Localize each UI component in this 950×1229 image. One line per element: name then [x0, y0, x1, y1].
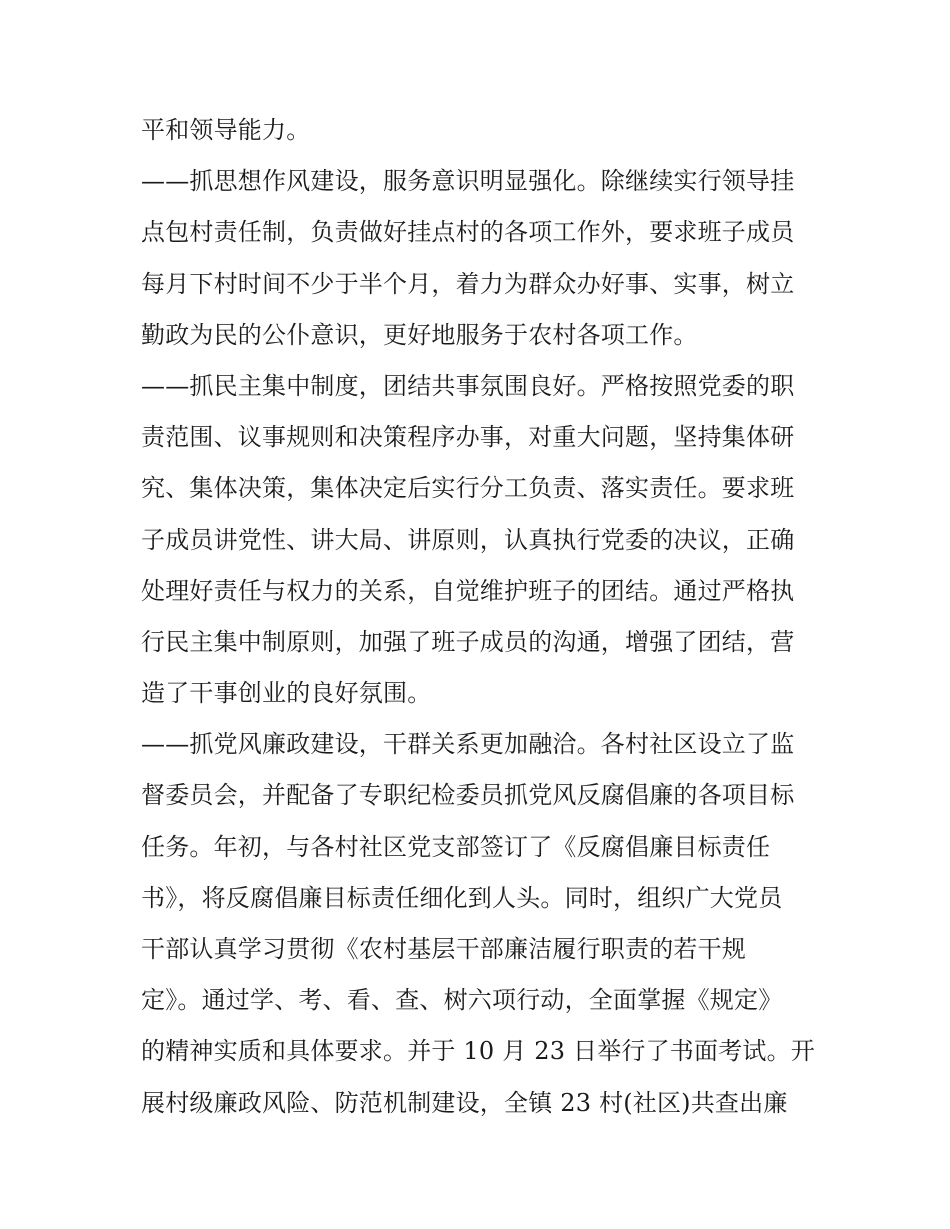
text-line: 任务。年初，与各村社区党支部签订了《反腐倡廉目标责任	[141, 832, 771, 861]
text-line: ——抓民主集中制度，团结共事氛围良好。严格按照党委的职	[141, 371, 795, 400]
text-line: 造了干事创业的良好氛围。	[141, 679, 432, 708]
text-line: ——抓思想作风建设，服务意识明显强化。除继续实行领导挂	[141, 167, 795, 196]
text-line: 干部认真学习贯彻《农村基层干部廉洁履行职责的若干规	[141, 935, 746, 963]
text-line: 书》，将反腐倡廉目标责任细化到人头。同时，组织广大党员	[141, 883, 783, 912]
text-line: 平和领导能力。	[141, 116, 311, 144]
text-line: 督委员会，并配备了专职纪检委员抓党风反腐倡廉的各项目标	[141, 781, 795, 810]
text-line: 勤政为民的公仆意识，更好地服务于农村各项工作。	[141, 320, 698, 349]
text-line: 每月下村时间不少于半个月，着力为群众办好事、实事，树立	[141, 269, 795, 298]
text-line: ——抓党风廉政建设，干群关系更加融洽。各村社区设立了监	[141, 730, 795, 759]
text-line: 责范围、议事规则和决策程序办事，对重大问题，坚持集体研	[141, 423, 795, 452]
text-line: 子成员讲党性、讲大局、讲原则，认真执行党委的决议，正确	[141, 525, 795, 554]
text-line: 究、集体决策，集体决定后实行分工负责、落实责任。要求班	[141, 474, 795, 503]
text-line: 点包村责任制，负责做好挂点村的各项工作外，要求班子成员	[141, 218, 795, 247]
text-line: 处理好责任与权力的关系，自觉维护班子的团结。通过严格执	[141, 576, 795, 605]
text-line: 展村级廉政风险、防范机制建设，全镇 23 村(社区)共查出廉	[141, 1088, 788, 1117]
text-line: 定》。通过学、考、看、查、树六项行动，全面掌握《规定》	[141, 986, 783, 1015]
text-line: 的精神实质和具体要求。并于 10 月 23 日举行了书面考试。开	[141, 1037, 815, 1066]
body-text	[141, 110, 821, 1134]
text-line: 行民主集中制原则，加强了班子成员的沟通，增强了团结，营	[141, 627, 795, 656]
